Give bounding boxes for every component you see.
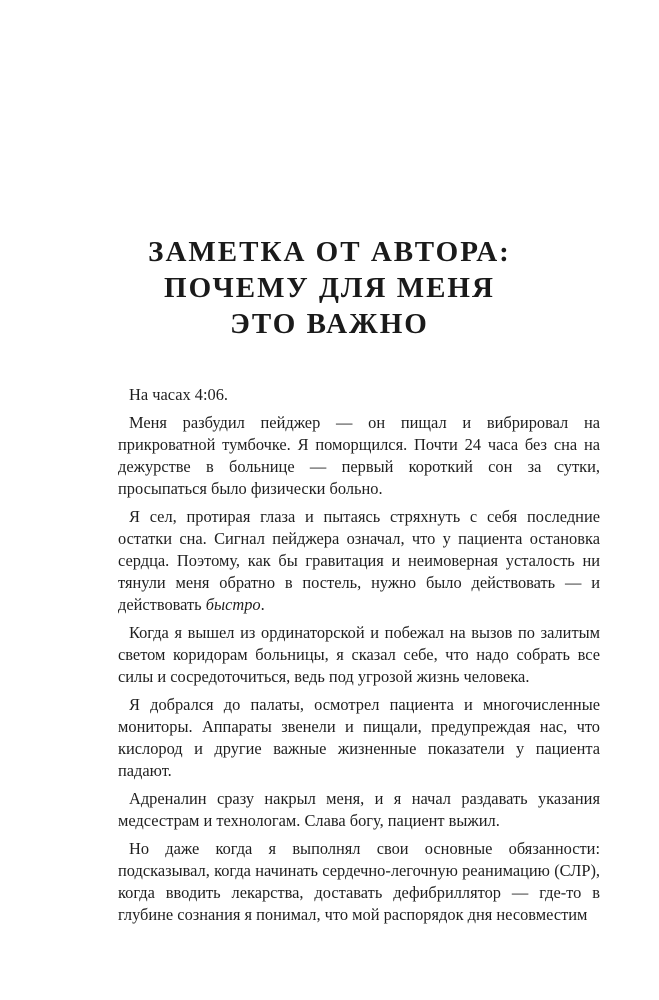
paragraph-corridor: Когда я вышел из ординаторской и побежал на вызов по залитым светом коридорам больницы, я сказал себе, что надо собрать все силы и сосредоточиться, ведь под угрозой жизнь человека. — [118, 623, 600, 686]
chapter-body — [118, 384, 600, 932]
paragraph-wake-up-text: Я сел, протирая глаза и пытаясь стряхнуть с себя последние остатки сна. Сигнал пейджера означал, что у пациента остановка сердца. Поэтому, как бы гравитация и неимоверная усталость ни тянули меня обратно в постель, нужно было действовать — — [118, 507, 600, 592]
paragraph-duties: Но даже когда я выполнял свои основные обязанности: подсказывал, когда начинать сердечно-легочную реанимацию (СЛР), когда вводить лекарства, доставать дефибриллятор — где-то в глубине сознания я понимал, что мой распорядок дня несовместим — [118, 839, 600, 924]
chapter-title-line-3: ЭТО ВАЖНО — [230, 308, 429, 340]
paragraph-wake-up — [118, 506, 600, 616]
chapter-title-line-1: ЗАМЕТКА ОТ АВТОРА: — [148, 236, 511, 268]
emphasis-quickly: быстро — [205, 595, 261, 614]
paragraph-time: На часах 4:06. — [129, 385, 229, 404]
paragraph-adrenaline: Адреналин сразу накрыл меня, и я начал раздавать указания медсестрам и технологам. Слава богу, пациент выжил. — [118, 789, 600, 830]
chapter-title-line-2: ПОЧЕМУ ДЛЯ МЕНЯ — [164, 272, 495, 304]
paragraph-wake-up-tail: и действовать — [118, 573, 600, 614]
paragraph-ward: Я добрался до палаты, осмотрел пациента и многочисленные мониторы. Аппараты звенели и пищали, предупреждая нас, что кислород и другие важные жизненные показатели у пациента падают. — [118, 695, 600, 780]
chapter-title — [0, 234, 659, 342]
paragraph-pager: Меня разбудил пейджер — он пищал и вибрировал на прикроватной тумбочке. Я поморщился. Почти 24 часа без сна на дежурстве в больнице — первый короткий сон за сутки, просыпаться было физически больно. — [118, 413, 600, 498]
paragraph-wake-up-end: . — [260, 595, 265, 614]
